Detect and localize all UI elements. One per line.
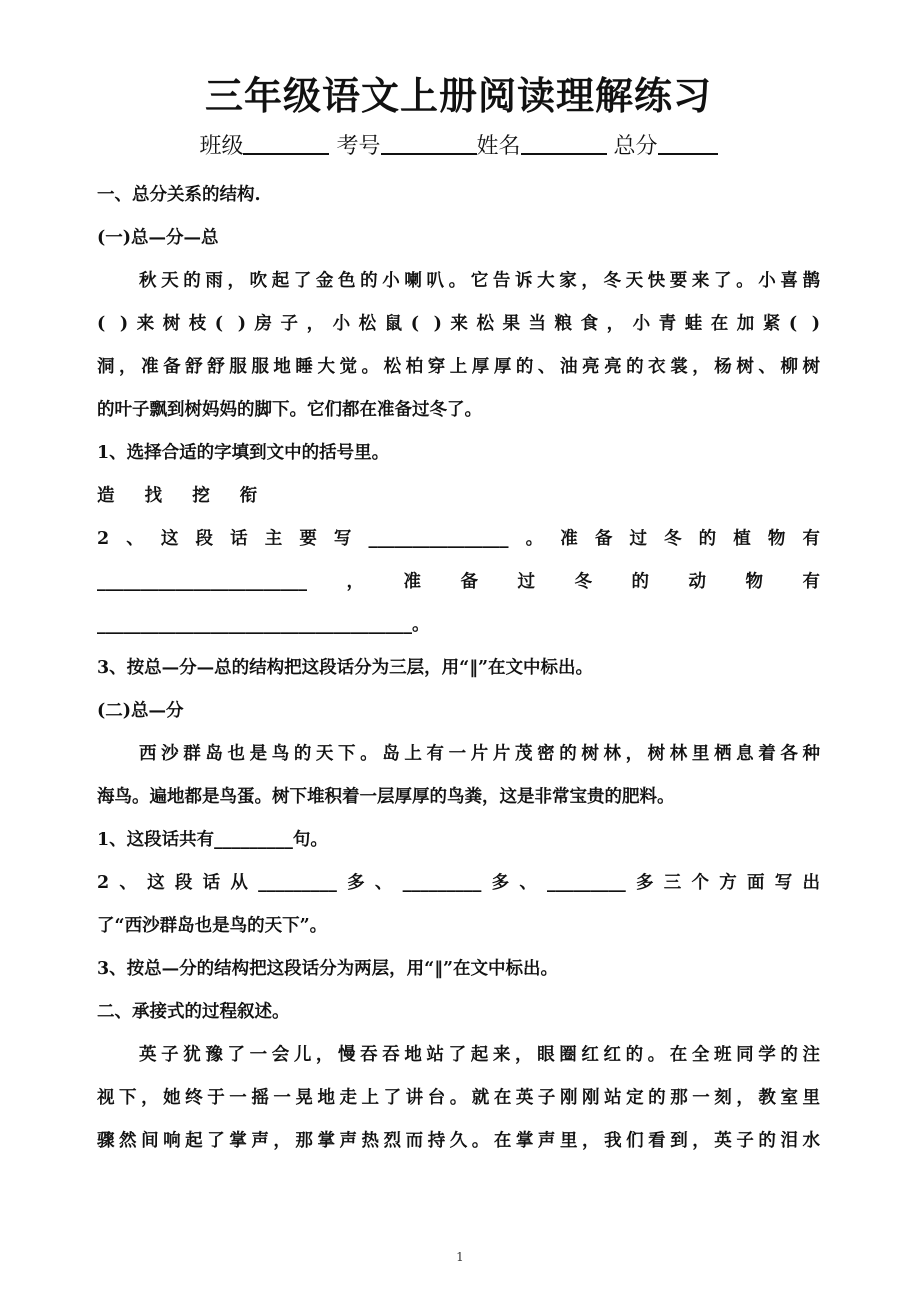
word-choice: 挖	[192, 486, 210, 506]
passage-line: 骤然间响起了掌声，那掌声热烈而持久。在掌声里，我们看到，英子的泪水	[97, 1131, 820, 1151]
question: 1、选择合适的字填到文中的括号里。	[97, 443, 390, 463]
question-continued: 了“西沙群岛也是鸟的天下”。	[97, 916, 328, 936]
word-choice: 找	[144, 486, 163, 506]
passage-line: 英子犹豫了一会儿，慢吞吞地站了起来，眼圈红红的。在全班同学的注	[139, 1045, 820, 1065]
question: 3、按总—分—总的结构把这段话分为三层，用“‖”在文中标出。	[97, 658, 594, 678]
page-title: 三年级语文上册阅读理解练习	[204, 74, 712, 118]
section-heading: 一、总分关系的结构.	[97, 185, 261, 205]
word-choice: 造	[97, 486, 115, 506]
question: 3、按总—分的结构把这段话分为两层，用“‖”在文中标出。	[97, 959, 559, 979]
question-continued: ____________________________________。	[97, 615, 430, 635]
subsection-heading: (二)总—分	[97, 701, 184, 721]
question: 2、这段话主要写________________。准备过冬的植物有	[97, 529, 820, 549]
word-choices	[97, 475, 820, 518]
passage-line: 西沙群岛也是鸟的天下。岛上有一片片茂密的树林，树林里栖息着各种	[139, 744, 820, 764]
passage-line: ( )来树枝( )房子，小松鼠( )来松果当粮食，小青蛙在加紧( )	[97, 314, 820, 334]
name-label: 姓名	[476, 134, 521, 159]
number-label: 考号	[336, 134, 381, 159]
passage-line: 海鸟。遍地都是鸟蛋。树下堆积着一层厚厚的鸟粪，这是非常宝贵的肥料。	[97, 787, 675, 807]
score-label: 总分	[613, 134, 658, 159]
question-continued: ________________________，准备过冬的动物有	[97, 572, 820, 592]
word-choice: 衔	[239, 486, 258, 506]
subsection-heading: (一)总—分—总	[97, 228, 219, 248]
passage-line: 的叶子飘到树妈妈的脚下。它们都在准备过冬了。	[97, 400, 482, 420]
passage-line: 视下，她终于一摇一晃地走上了讲台。就在英子刚刚站定的那一刻，教室里	[97, 1088, 820, 1108]
class-blank[interactable]	[243, 131, 329, 155]
document-page	[97, 72, 820, 1163]
question: 1、这段话共有_________句。	[97, 830, 328, 850]
number-blank[interactable]	[381, 131, 477, 155]
student-info-row	[97, 130, 820, 164]
passage-line: 洞，准备舒舒服服地睡大觉。松柏穿上厚厚的、油亮亮的衣裳，杨树、柳树	[97, 357, 820, 377]
exercise-content	[97, 174, 820, 1163]
name-blank[interactable]	[521, 131, 607, 155]
question: 2、这段话从_________多、_________多、_________多三个方面写出	[97, 873, 820, 893]
class-label: 班级	[199, 134, 244, 159]
page-number: 1	[456, 1250, 464, 1264]
passage-line: 秋天的雨，吹起了金色的小喇叭。它告诉大家，冬天快要来了。小喜鹊	[139, 271, 820, 291]
section-heading: 二、承接式的过程叙述。	[97, 1002, 290, 1022]
score-blank[interactable]	[658, 131, 718, 155]
